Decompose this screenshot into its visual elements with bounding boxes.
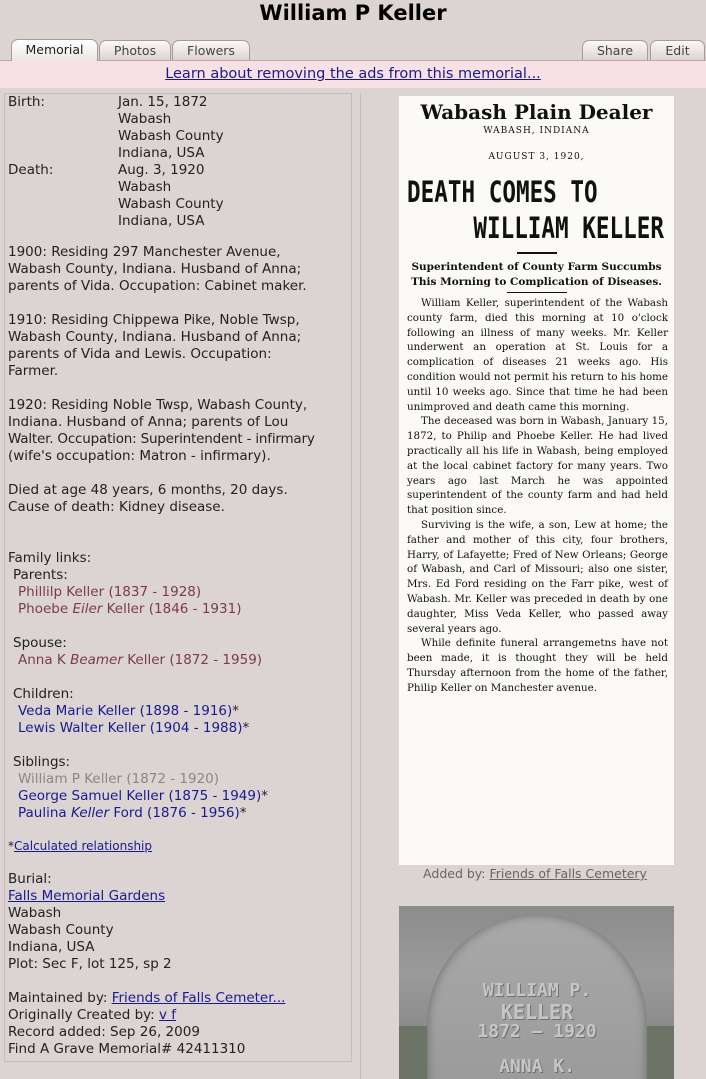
page-title: William P Keller <box>259 1 447 25</box>
maintained-by: Maintained by: Friends of Falls Cemeter... <box>8 990 286 1006</box>
burial-county: Wabash County <box>8 922 114 938</box>
death-label: Death: <box>8 162 54 178</box>
family-links-heading: Family links: <box>8 550 92 566</box>
bio-1910-line: parents of Vida and Lewis. Occupation: <box>8 346 272 362</box>
maintained-by-link[interactable]: Friends of Falls Cemeter... <box>111 990 286 1006</box>
burial-city: Wabash <box>8 905 62 921</box>
birth-state: Indiana, USA <box>118 145 205 161</box>
gravestone-name: WILLIAM P. <box>482 980 592 1001</box>
ad-removal-link[interactable]: Learn about removing the ads from this memorial... <box>165 66 541 82</box>
tab-photos[interactable]: Photos <box>99 40 171 60</box>
bio-1900-line: 1900: Residing 297 Manchester Avenue, <box>8 244 281 260</box>
grass-left <box>399 1026 427 1079</box>
children-label: Children: <box>13 686 74 702</box>
death-county: Wabash County <box>118 196 224 212</box>
family-link-child[interactable]: Lewis Walter Keller (1904 - 1988)* <box>18 720 250 736</box>
bio-1900-line: Wabash County, Indiana. Husband of Anna; <box>8 261 302 277</box>
obituary-body <box>399 296 674 696</box>
family-link-child[interactable]: Veda Marie Keller (1898 - 1916)* <box>18 703 240 719</box>
tab-edit[interactable]: Edit <box>650 40 705 60</box>
gravestone-spouse-name: ANNA K. <box>499 1056 575 1077</box>
newspaper-date: AUGUST 3, 1920, <box>488 152 585 162</box>
ad-removal-banner <box>0 61 706 88</box>
created-by: Originally Created by: v f <box>8 1007 177 1023</box>
memorial-id: Find A Grave Memorial# 42411310 <box>8 1041 246 1057</box>
newspaper-place: WABASH, INDIANA <box>483 126 590 136</box>
bio-1920-line: Indiana. Husband of Anna; parents of Lou <box>8 414 289 430</box>
death-city: Wabash <box>118 179 172 195</box>
birth-city: Wabash <box>118 111 172 127</box>
obituary-paragraph: While definite funeral arrangemetns have not been made, it is thought they will be held Thursday afternoon from the home of the father, Philip Keller on Manchester avenue. <box>407 637 668 694</box>
cause-of-death: Cause of death: Kidney disease. <box>8 499 225 515</box>
tab-flowers[interactable]: Flowers <box>172 40 250 60</box>
bio-1920-line: 1920: Residing Noble Twsp, Wabash County, <box>8 397 308 413</box>
family-link-sibling[interactable]: George Samuel Keller (1875 - 1949)* <box>18 788 268 804</box>
spouse-label: Spouse: <box>13 635 67 651</box>
tab-memorial[interactable]: Memorial <box>11 39 98 61</box>
family-link-sibling[interactable]: Paulina Keller Ford (1876 - 1956)* <box>18 805 247 821</box>
tab-share[interactable]: Share <box>582 40 648 60</box>
family-link-parent[interactable]: Phillilp Keller (1837 - 1928) <box>18 584 202 600</box>
birth-label: Birth: <box>8 94 45 110</box>
bio-1900-line: parents of Vida. Occupation: Cabinet maker. <box>8 278 307 294</box>
siblings-label: Siblings: <box>13 754 71 770</box>
subhead-rule <box>507 292 567 293</box>
obituary-paragraph: The deceased was born in Wabash, January 15, 1872, to Philip and Phoebe Keller. He had lived practically all his life in Wabash, being employed at the local cabinet factory for many years. Two years ago last March he was appointed superintendent of the county farm and had held that position since. <box>407 415 668 517</box>
photo-caption: Added by: Friends of Falls Cemetery <box>423 866 647 881</box>
tab-bar <box>0 38 706 61</box>
family-self-entry: William P Keller (1872 - 1920) <box>18 771 220 787</box>
gravestone-years: 1872 — 1920 <box>477 1021 597 1042</box>
birth-date: Jan. 15, 1872 <box>118 94 208 110</box>
burial-state: Indiana, USA <box>8 939 95 955</box>
calculated-relationship-link[interactable]: Calculated relationship <box>14 839 153 853</box>
age-at-death: Died at age 48 years, 6 months, 20 days. <box>8 482 288 498</box>
record-added: Record added: Sep 26, 2009 <box>8 1024 200 1040</box>
headline-rule <box>517 252 557 254</box>
created-by-link[interactable]: v f <box>159 1007 177 1023</box>
obituary-clipping-photo[interactable] <box>399 96 674 865</box>
cemetery-link-wrap <box>8 888 165 905</box>
calculated-relationship-note: *Calculated relationship <box>8 839 153 853</box>
bio-1910-line: 1910: Residing Chippewa Pike, Noble Twsp, <box>8 312 300 328</box>
family-link-spouse[interactable]: Anna K Beamer Keller (1872 - 1959) <box>18 652 263 668</box>
photo-contributor-link[interactable]: Friends of Falls Cemetery <box>489 866 647 881</box>
bio-1920-line: (wife's occupation: Matron - infirmary). <box>8 448 271 464</box>
parents-label: Parents: <box>13 567 68 583</box>
headline-line-2: WILLIAM KELLER <box>473 211 664 245</box>
bio-1910-line: Farmer. <box>8 363 59 379</box>
grass-right <box>646 1026 674 1079</box>
cemetery-link[interactable]: Falls Memorial Gardens <box>8 888 166 904</box>
family-link-parent[interactable]: Phoebe Eiler Keller (1846 - 1931) <box>18 601 242 617</box>
obituary-paragraph: William Keller, superintendent of the Wabash county farm, died this morning at 10 o'clock following an illness of many weeks. Mr. Keller underwent an operation at St. Louis for a complication of diseases 21 weeks ago. His condition would not permit his return to his home until 10 weeks ago. Since that time he had been unimproved and death came this morning. <box>407 297 669 413</box>
death-state: Indiana, USA <box>118 213 205 229</box>
newspaper-masthead: Wabash Plain Dealer <box>420 100 653 124</box>
birth-county: Wabash County <box>118 128 224 144</box>
gravestone-surname: KELLER <box>500 1000 574 1024</box>
bio-1910-line: Wabash County, Indiana. Husband of Anna; <box>8 329 302 345</box>
death-date: Aug. 3, 1920 <box>118 162 205 178</box>
headline-line-1: DEATH COMES TO <box>407 175 598 209</box>
bio-1920-line: Walter. Occupation: Superintendent - infirmary <box>8 431 315 447</box>
burial-plot: Plot: Sec F, lot 125, sp 2 <box>8 956 172 972</box>
subheadline: Superintendent of County Farm Succumbs This Morning to Complication of Diseases. <box>411 261 662 288</box>
gravestone-photo[interactable] <box>399 906 674 1079</box>
burial-label: Burial: <box>8 871 52 887</box>
obituary-paragraph: Surviving is the wife, a son, Lew at home; the father and mother of this city, four brothers, Harry, of Lafayette; Fred of New Orleans; George of Wabash, and Carl of Missouri; also one sister, Mrs. Ed Ford residing on the Farr pike, west of Wabash. Mr. Keller was preceded in death by one daughter, Miss Veda Keller, who passed away several years ago. <box>407 518 668 635</box>
